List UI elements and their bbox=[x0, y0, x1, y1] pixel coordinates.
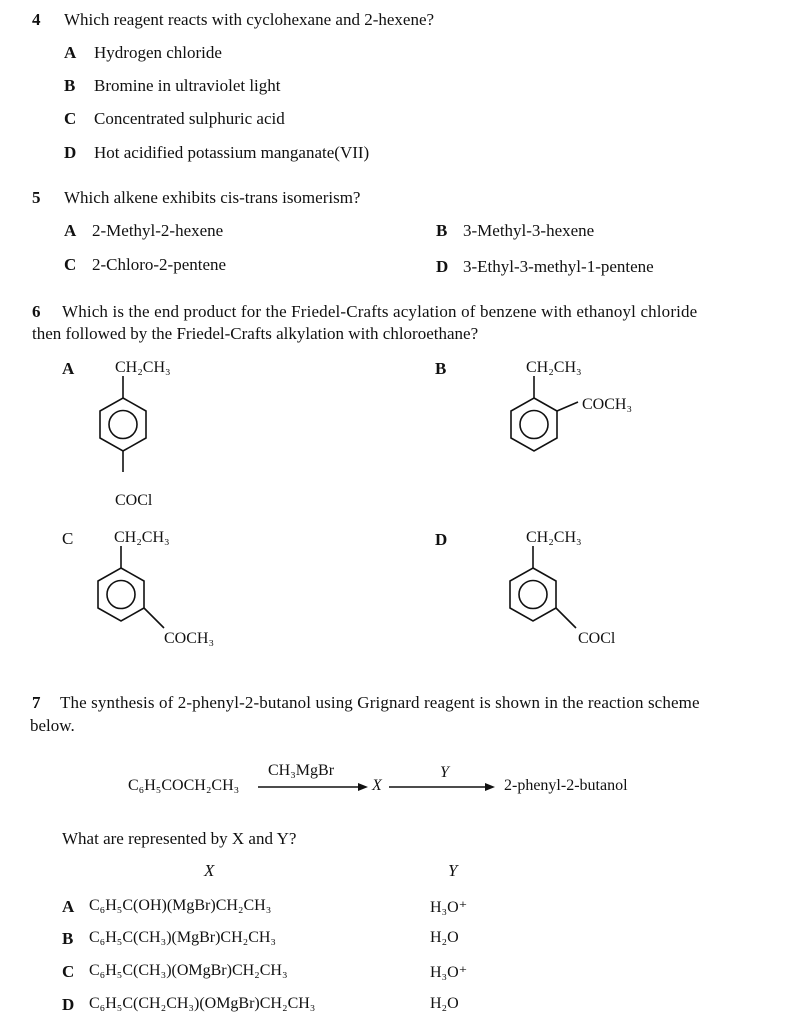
q7-text-line2: below. bbox=[30, 716, 75, 735]
q5-option-a-text: 2-Methyl-2-hexene bbox=[92, 221, 224, 240]
q6-option-a-substituent: COCl bbox=[115, 492, 153, 509]
q4-option-b-letter: B bbox=[64, 76, 76, 95]
q6-option-b-ethyl-label: CH₂CH₃ bbox=[526, 359, 582, 376]
q6-option-c-ethyl-label: CH₂CH₃ bbox=[114, 529, 170, 546]
q7-option-c-y: H₃O⁺ bbox=[430, 964, 468, 981]
q7-text-line1: The synthesis of 2-phenyl-2-butanol using Grignard reagent is shown in the reaction scheme bbox=[60, 693, 700, 712]
q5-number: 5 bbox=[32, 188, 41, 207]
column-header-y: Y bbox=[448, 861, 458, 880]
q6-option-d-letter: D bbox=[435, 530, 448, 549]
q4-option-a-letter: A bbox=[64, 43, 77, 62]
q7-option-d-letter: D bbox=[62, 995, 75, 1014]
q7-question: What are represented by X and Y? bbox=[62, 829, 297, 848]
scheme-product: 2-phenyl-2-butanol bbox=[504, 777, 628, 794]
scheme-reactant: C₆H₅COCH₂CH₃ bbox=[128, 777, 240, 794]
scheme-reagent-1: CH₃MgBr bbox=[268, 762, 335, 779]
q5-option-c-letter: C bbox=[64, 255, 77, 274]
q4-number: 4 bbox=[32, 10, 41, 29]
q4-option-d-letter: D bbox=[64, 143, 77, 162]
q6-option-a-ethyl-label: CH₂CH₃ bbox=[115, 359, 171, 376]
q6-text-line1: Which is the end product for the Friedel-Crafts acylation of benzene with ethanoyl chloride bbox=[62, 302, 698, 321]
q7-option-b-letter: B bbox=[62, 929, 74, 948]
scheme-intermediate: X bbox=[372, 777, 382, 794]
q6-option-b-substituent: COCH₃ bbox=[582, 396, 633, 413]
q5-text: Which alkene exhibits cis-trans isomerism? bbox=[64, 188, 361, 207]
q6-option-d-substituent: COCl bbox=[578, 630, 616, 647]
q4-option-c-letter: C bbox=[64, 109, 77, 128]
q4-text: Which reagent reacts with cyclohexane and 2-hexene? bbox=[64, 10, 435, 29]
reaction-arrow-1 bbox=[258, 782, 370, 792]
q4-option-a-text: Hydrogen chloride bbox=[94, 43, 222, 62]
q6-option-d-ethyl-label: CH₂CH₃ bbox=[526, 529, 582, 546]
q4-option-b-text: Bromine in ultraviolet light bbox=[94, 76, 281, 95]
q6-option-c-substituent: COCH₃ bbox=[164, 630, 215, 647]
q7-option-a-x: C₆H₅C(OH)(MgBr)CH₂CH₃ bbox=[89, 897, 272, 914]
q7-option-b-x: C₆H₅C(CH₃)(MgBr)CH₂CH₃ bbox=[89, 929, 277, 946]
q7-number: 7 bbox=[32, 693, 41, 712]
q5-option-b-text: 3-Methyl-3-hexene bbox=[463, 221, 595, 240]
q5-option-d-text: 3-Ethyl-3-methyl-1-pentene bbox=[463, 257, 654, 276]
q7-option-c-letter: C bbox=[62, 962, 75, 981]
q7-option-c-x: C₆H₅C(CH₃)(OMgBr)CH₂CH₃ bbox=[89, 962, 288, 979]
q6-option-b-letter: B bbox=[435, 359, 447, 378]
q6-option-c-letter: C bbox=[62, 529, 74, 548]
q6-number: 6 bbox=[32, 302, 41, 321]
q7-option-b-y: H₂O bbox=[430, 929, 459, 946]
q7-option-d-x: C₆H₅C(CH₂CH₃)(OMgBr)CH₂CH₃ bbox=[89, 995, 316, 1012]
q5-option-c-text: 2-Chloro-2-pentene bbox=[92, 255, 227, 274]
q5-option-b-letter: B bbox=[436, 221, 448, 240]
q4-option-c-text: Concentrated sulphuric acid bbox=[94, 109, 285, 128]
q7-option-a-letter: A bbox=[62, 897, 75, 916]
benzene-ring-b bbox=[498, 376, 598, 476]
q6-text-line2: then followed by the Friedel-Crafts alkylation with chloroethane? bbox=[32, 324, 479, 343]
q5-option-d-letter: D bbox=[436, 257, 449, 276]
reaction-arrow-2 bbox=[389, 782, 497, 792]
column-header-x: X bbox=[204, 861, 215, 880]
q6-option-a-letter: A bbox=[62, 359, 75, 378]
scheme-reagent-2: Y bbox=[440, 764, 449, 781]
q7-option-d-y: H₂O bbox=[430, 995, 459, 1012]
q7-option-a-y: H₃O⁺ bbox=[430, 899, 468, 916]
benzene-ring-a bbox=[86, 376, 166, 476]
q4-option-d-text: Hot acidified potassium manganate(VII) bbox=[94, 143, 370, 162]
q5-option-a-letter: A bbox=[64, 221, 77, 240]
